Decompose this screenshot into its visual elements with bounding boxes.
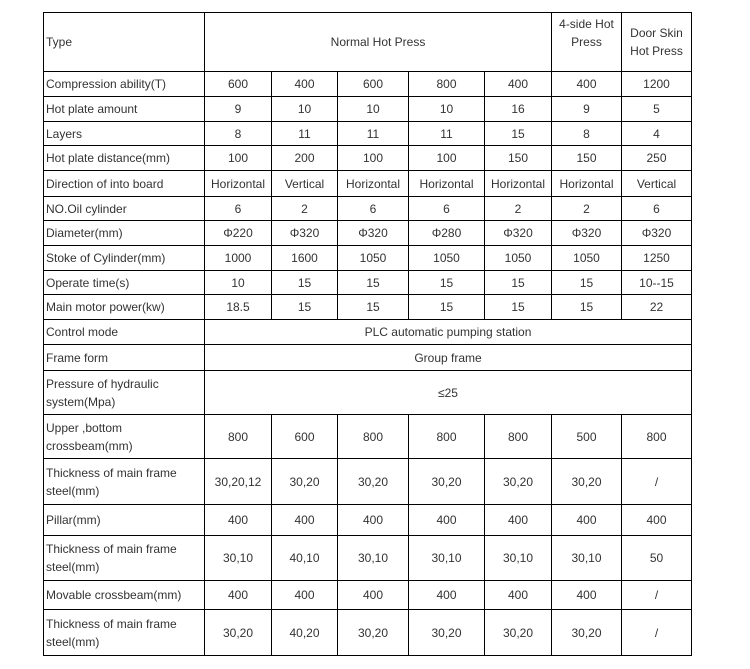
- value-cell: 15: [272, 271, 338, 295]
- value-cell: 1050: [338, 246, 409, 271]
- row-label: Hot plate distance(mm): [44, 146, 205, 171]
- value-cell: 30,20: [485, 610, 552, 656]
- value-cell: 30,20: [409, 459, 485, 505]
- value-cell: 10: [205, 271, 272, 295]
- value-cell: 15: [409, 271, 485, 295]
- value-cell: Φ280: [409, 221, 485, 246]
- row-label: Layers: [44, 122, 205, 146]
- value-cell: 600: [272, 415, 338, 459]
- value-cell: 15: [338, 271, 409, 295]
- row-label: Diameter(mm): [44, 221, 205, 246]
- value-cell: 800: [338, 415, 409, 459]
- value-cell: 30,20: [409, 610, 485, 656]
- spec-row-operate-time: [44, 271, 692, 295]
- value-cell: 1200: [622, 72, 692, 97]
- value-cell: 22: [622, 295, 692, 320]
- value-cell: Vertical: [622, 171, 692, 197]
- value-cell: 6: [205, 197, 272, 221]
- value-cell: Φ320: [552, 221, 622, 246]
- header-normal-hot-press: Normal Hot Press: [205, 13, 552, 72]
- value-cell: Horizontal: [552, 171, 622, 197]
- spec-row-hotplate-distance: [44, 146, 692, 171]
- value-cell: 15: [552, 271, 622, 295]
- spec-row-hydraulic-pressure: [44, 371, 692, 415]
- value-cell: 10--15: [622, 271, 692, 295]
- value-cell: 800: [485, 415, 552, 459]
- header-type: Type: [44, 13, 205, 72]
- value-cell: 5: [622, 97, 692, 122]
- row-label: Movable crossbeam(mm): [44, 581, 205, 610]
- spec-row-direction: [44, 171, 692, 197]
- value-cell: Horizontal: [338, 171, 409, 197]
- value-cell: Φ320: [485, 221, 552, 246]
- row-label: Thickness of main frame steel(mm): [44, 610, 205, 656]
- value-cell: 15: [272, 295, 338, 320]
- value-cell: 50: [622, 536, 692, 581]
- value-cell: 800: [409, 72, 485, 97]
- value-cell: 6: [409, 197, 485, 221]
- value-cell: 15: [485, 122, 552, 146]
- row-label: Thickness of main frame steel(mm): [44, 459, 205, 505]
- value-cell: 2: [485, 197, 552, 221]
- merged-value: Group frame: [205, 345, 692, 371]
- value-cell: 11: [338, 122, 409, 146]
- value-cell: 1050: [409, 246, 485, 271]
- value-cell: 400: [622, 505, 692, 536]
- value-cell: 30,20: [552, 610, 622, 656]
- spec-row-compression: [44, 72, 692, 97]
- value-cell: 400: [205, 505, 272, 536]
- value-cell: 400: [205, 581, 272, 610]
- value-cell: 600: [205, 72, 272, 97]
- spec-row-frame-steel-2: [44, 536, 692, 581]
- value-cell: 11: [409, 122, 485, 146]
- spec-row-stoke: [44, 246, 692, 271]
- value-cell: 1600: [272, 246, 338, 271]
- row-label: Frame form: [44, 345, 205, 371]
- spec-row-frame-form: [44, 345, 692, 371]
- merged-value: ≤25: [205, 371, 692, 415]
- value-cell: 30,20: [205, 610, 272, 656]
- value-cell: 400: [409, 581, 485, 610]
- value-cell: Φ320: [272, 221, 338, 246]
- spec-row-motor-power: [44, 295, 692, 320]
- value-cell: 40,10: [272, 536, 338, 581]
- value-cell: Φ320: [622, 221, 692, 246]
- value-cell: 400: [485, 72, 552, 97]
- value-cell: 600: [338, 72, 409, 97]
- value-cell: Horizontal: [485, 171, 552, 197]
- value-cell: 10: [272, 97, 338, 122]
- row-label: Pressure of hydraulic system(Mpa): [44, 371, 205, 415]
- value-cell: 400: [272, 72, 338, 97]
- spec-row-layers: [44, 122, 692, 146]
- row-label: Control mode: [44, 320, 205, 345]
- row-label: Compression ability(T): [44, 72, 205, 97]
- row-label: Upper ,bottom crossbeam(mm): [44, 415, 205, 459]
- value-cell: 40,20: [272, 610, 338, 656]
- value-cell: 400: [485, 581, 552, 610]
- value-cell: 10: [338, 97, 409, 122]
- value-cell: 9: [205, 97, 272, 122]
- value-cell: 400: [552, 581, 622, 610]
- value-cell: 6: [338, 197, 409, 221]
- value-cell: 2: [272, 197, 338, 221]
- value-cell: 400: [338, 505, 409, 536]
- spec-row-diameter: [44, 221, 692, 246]
- value-cell: 400: [272, 505, 338, 536]
- value-cell: 30,20: [338, 610, 409, 656]
- spec-table: [43, 12, 692, 656]
- value-cell: 10: [409, 97, 485, 122]
- value-cell: 15: [409, 295, 485, 320]
- value-cell: 16: [485, 97, 552, 122]
- row-label: Stoke of Cylinder(mm): [44, 246, 205, 271]
- value-cell: 800: [409, 415, 485, 459]
- value-cell: 15: [338, 295, 409, 320]
- row-label: Pillar(mm): [44, 505, 205, 536]
- value-cell: 400: [338, 581, 409, 610]
- value-cell: 4: [622, 122, 692, 146]
- value-cell: 8: [552, 122, 622, 146]
- value-cell: 9: [552, 97, 622, 122]
- header-door-skin-hot-press: Door Skin Hot Press: [622, 13, 692, 72]
- row-label: Thickness of main frame steel(mm): [44, 536, 205, 581]
- value-cell: 400: [552, 72, 622, 97]
- value-cell: 100: [409, 146, 485, 171]
- value-cell: Horizontal: [409, 171, 485, 197]
- spec-row-hotplate-amount: [44, 97, 692, 122]
- table-body: [44, 13, 692, 656]
- row-label: Operate time(s): [44, 271, 205, 295]
- value-cell: Φ320: [338, 221, 409, 246]
- value-cell: 800: [622, 415, 692, 459]
- row-label: Main motor power(kw): [44, 295, 205, 320]
- value-cell: 200: [272, 146, 338, 171]
- merged-value: PLC automatic pumping station: [205, 320, 692, 345]
- spec-row-movable-crossbeam: [44, 581, 692, 610]
- value-cell: 30,20: [338, 459, 409, 505]
- value-cell: 18.5: [205, 295, 272, 320]
- value-cell: 500: [552, 415, 622, 459]
- value-cell: 15: [485, 295, 552, 320]
- value-cell: 400: [552, 505, 622, 536]
- spec-row-frame-steel-1: [44, 459, 692, 505]
- value-cell: 150: [552, 146, 622, 171]
- row-label: Direction of into board: [44, 171, 205, 197]
- value-cell: 15: [552, 295, 622, 320]
- value-cell: Φ220: [205, 221, 272, 246]
- value-cell: 30,20: [485, 459, 552, 505]
- value-cell: 30,20: [272, 459, 338, 505]
- value-cell: 30,20,12: [205, 459, 272, 505]
- value-cell: 1050: [552, 246, 622, 271]
- spec-row-frame-steel-3: [44, 610, 692, 656]
- spec-row-oil-cylinder: [44, 197, 692, 221]
- value-cell: Vertical: [272, 171, 338, 197]
- value-cell: 400: [272, 581, 338, 610]
- value-cell: 1000: [205, 246, 272, 271]
- value-cell: Horizontal: [205, 171, 272, 197]
- value-cell: /: [622, 610, 692, 656]
- value-cell: 150: [485, 146, 552, 171]
- value-cell: 400: [409, 505, 485, 536]
- value-cell: 1250: [622, 246, 692, 271]
- value-cell: 6: [622, 197, 692, 221]
- header-four-side-hot-press: 4-side Hot Press: [552, 13, 622, 72]
- value-cell: 2: [552, 197, 622, 221]
- value-cell: 15: [485, 271, 552, 295]
- spec-row-control-mode: [44, 320, 692, 345]
- value-cell: 100: [338, 146, 409, 171]
- value-cell: 250: [622, 146, 692, 171]
- row-label: NO.Oil cylinder: [44, 197, 205, 221]
- value-cell: 30,10: [552, 536, 622, 581]
- header-row: [44, 13, 692, 72]
- value-cell: 30,20: [552, 459, 622, 505]
- row-label: Hot plate amount: [44, 97, 205, 122]
- value-cell: /: [622, 459, 692, 505]
- spec-row-pillar: [44, 505, 692, 536]
- value-cell: 30,10: [205, 536, 272, 581]
- value-cell: /: [622, 581, 692, 610]
- value-cell: 30,10: [338, 536, 409, 581]
- value-cell: 400: [485, 505, 552, 536]
- value-cell: 30,10: [409, 536, 485, 581]
- spec-row-crossbeam: [44, 415, 692, 459]
- value-cell: 30,10: [485, 536, 552, 581]
- value-cell: 1050: [485, 246, 552, 271]
- value-cell: 100: [205, 146, 272, 171]
- value-cell: 800: [205, 415, 272, 459]
- value-cell: 8: [205, 122, 272, 146]
- value-cell: 11: [272, 122, 338, 146]
